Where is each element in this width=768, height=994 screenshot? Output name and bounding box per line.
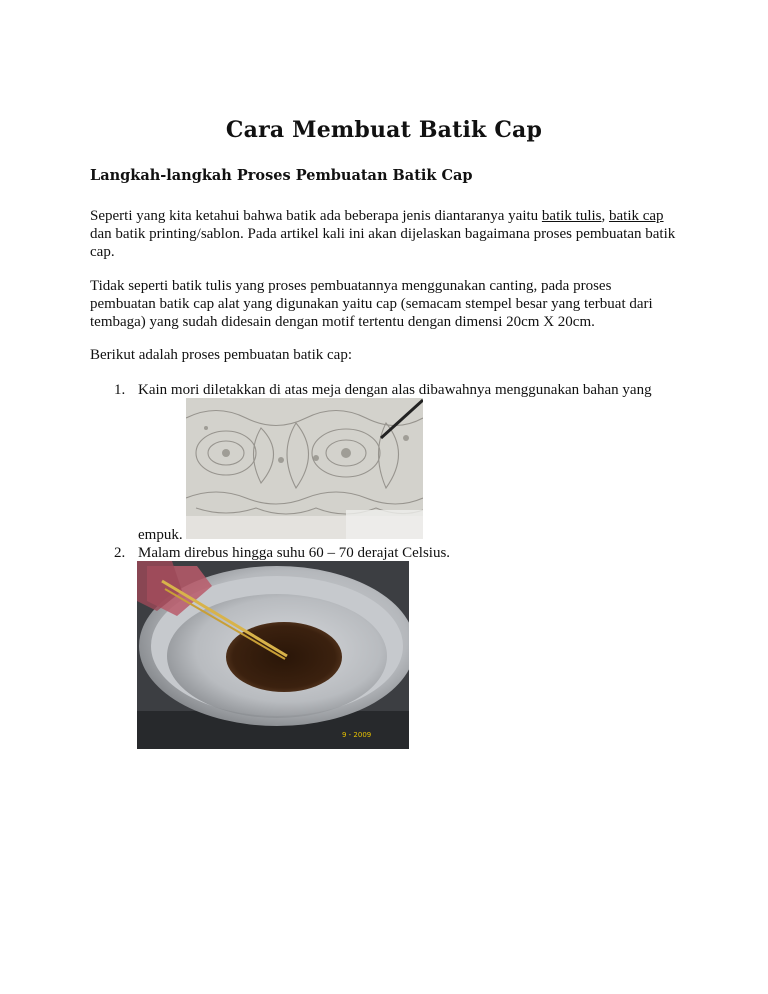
page-title: Cara Membuat Batik Cap bbox=[225, 117, 543, 143]
wax-boiling-image bbox=[137, 561, 409, 749]
batik-fabric-image bbox=[186, 398, 423, 539]
steps-intro: Berikut adalah proses pembuatan batik cap: bbox=[90, 347, 352, 363]
link-batik-tulis[interactable]: batik tulis bbox=[541, 208, 602, 224]
step-2-number: 2. bbox=[114, 545, 126, 561]
step-1-photo bbox=[186, 398, 423, 539]
section-heading: Langkah-langkah Proses Pembuatan Batik Cap bbox=[90, 167, 473, 184]
step-1-text: Kain mori diletakkan di atas meja dengan alas dibawahnya menggunakan bahan yang bbox=[138, 382, 652, 398]
step-2-photo bbox=[137, 561, 409, 749]
intro-text-start: Seperti yang kita ketahui bahwa batik ada beberapa jenis diantaranya yaitu bbox=[90, 208, 542, 224]
tools-paragraph: Tidak seperti batik tulis yang proses pembuatannya menggunakan canting, pada proses pembuatan batik cap alat yang digunakan yaitu cap (semacam stempel besar yang terbuat dari tembaga) yang sudah didesain dengan motif tertentu dengan dimensi 20cm X 20cm. bbox=[90, 278, 653, 330]
photo-date-stamp: 9 - 2009 bbox=[342, 731, 372, 739]
intro-paragraph bbox=[90, 207, 680, 261]
link-batik-cap[interactable]: batik cap bbox=[609, 208, 664, 224]
step-1-text-continued: empuk. bbox=[138, 527, 183, 543]
step-1-number: 1. bbox=[114, 382, 126, 398]
step-2-text: Malam direbus hingga suhu 60 – 70 derajat Celsius. bbox=[138, 545, 451, 561]
intro-text-end: dan batik printing/sablon. Pada artikel kali ini akan dijelaskan bagaimana proses pembuatan batik cap. bbox=[90, 226, 676, 260]
intro-separator: , bbox=[601, 208, 609, 224]
